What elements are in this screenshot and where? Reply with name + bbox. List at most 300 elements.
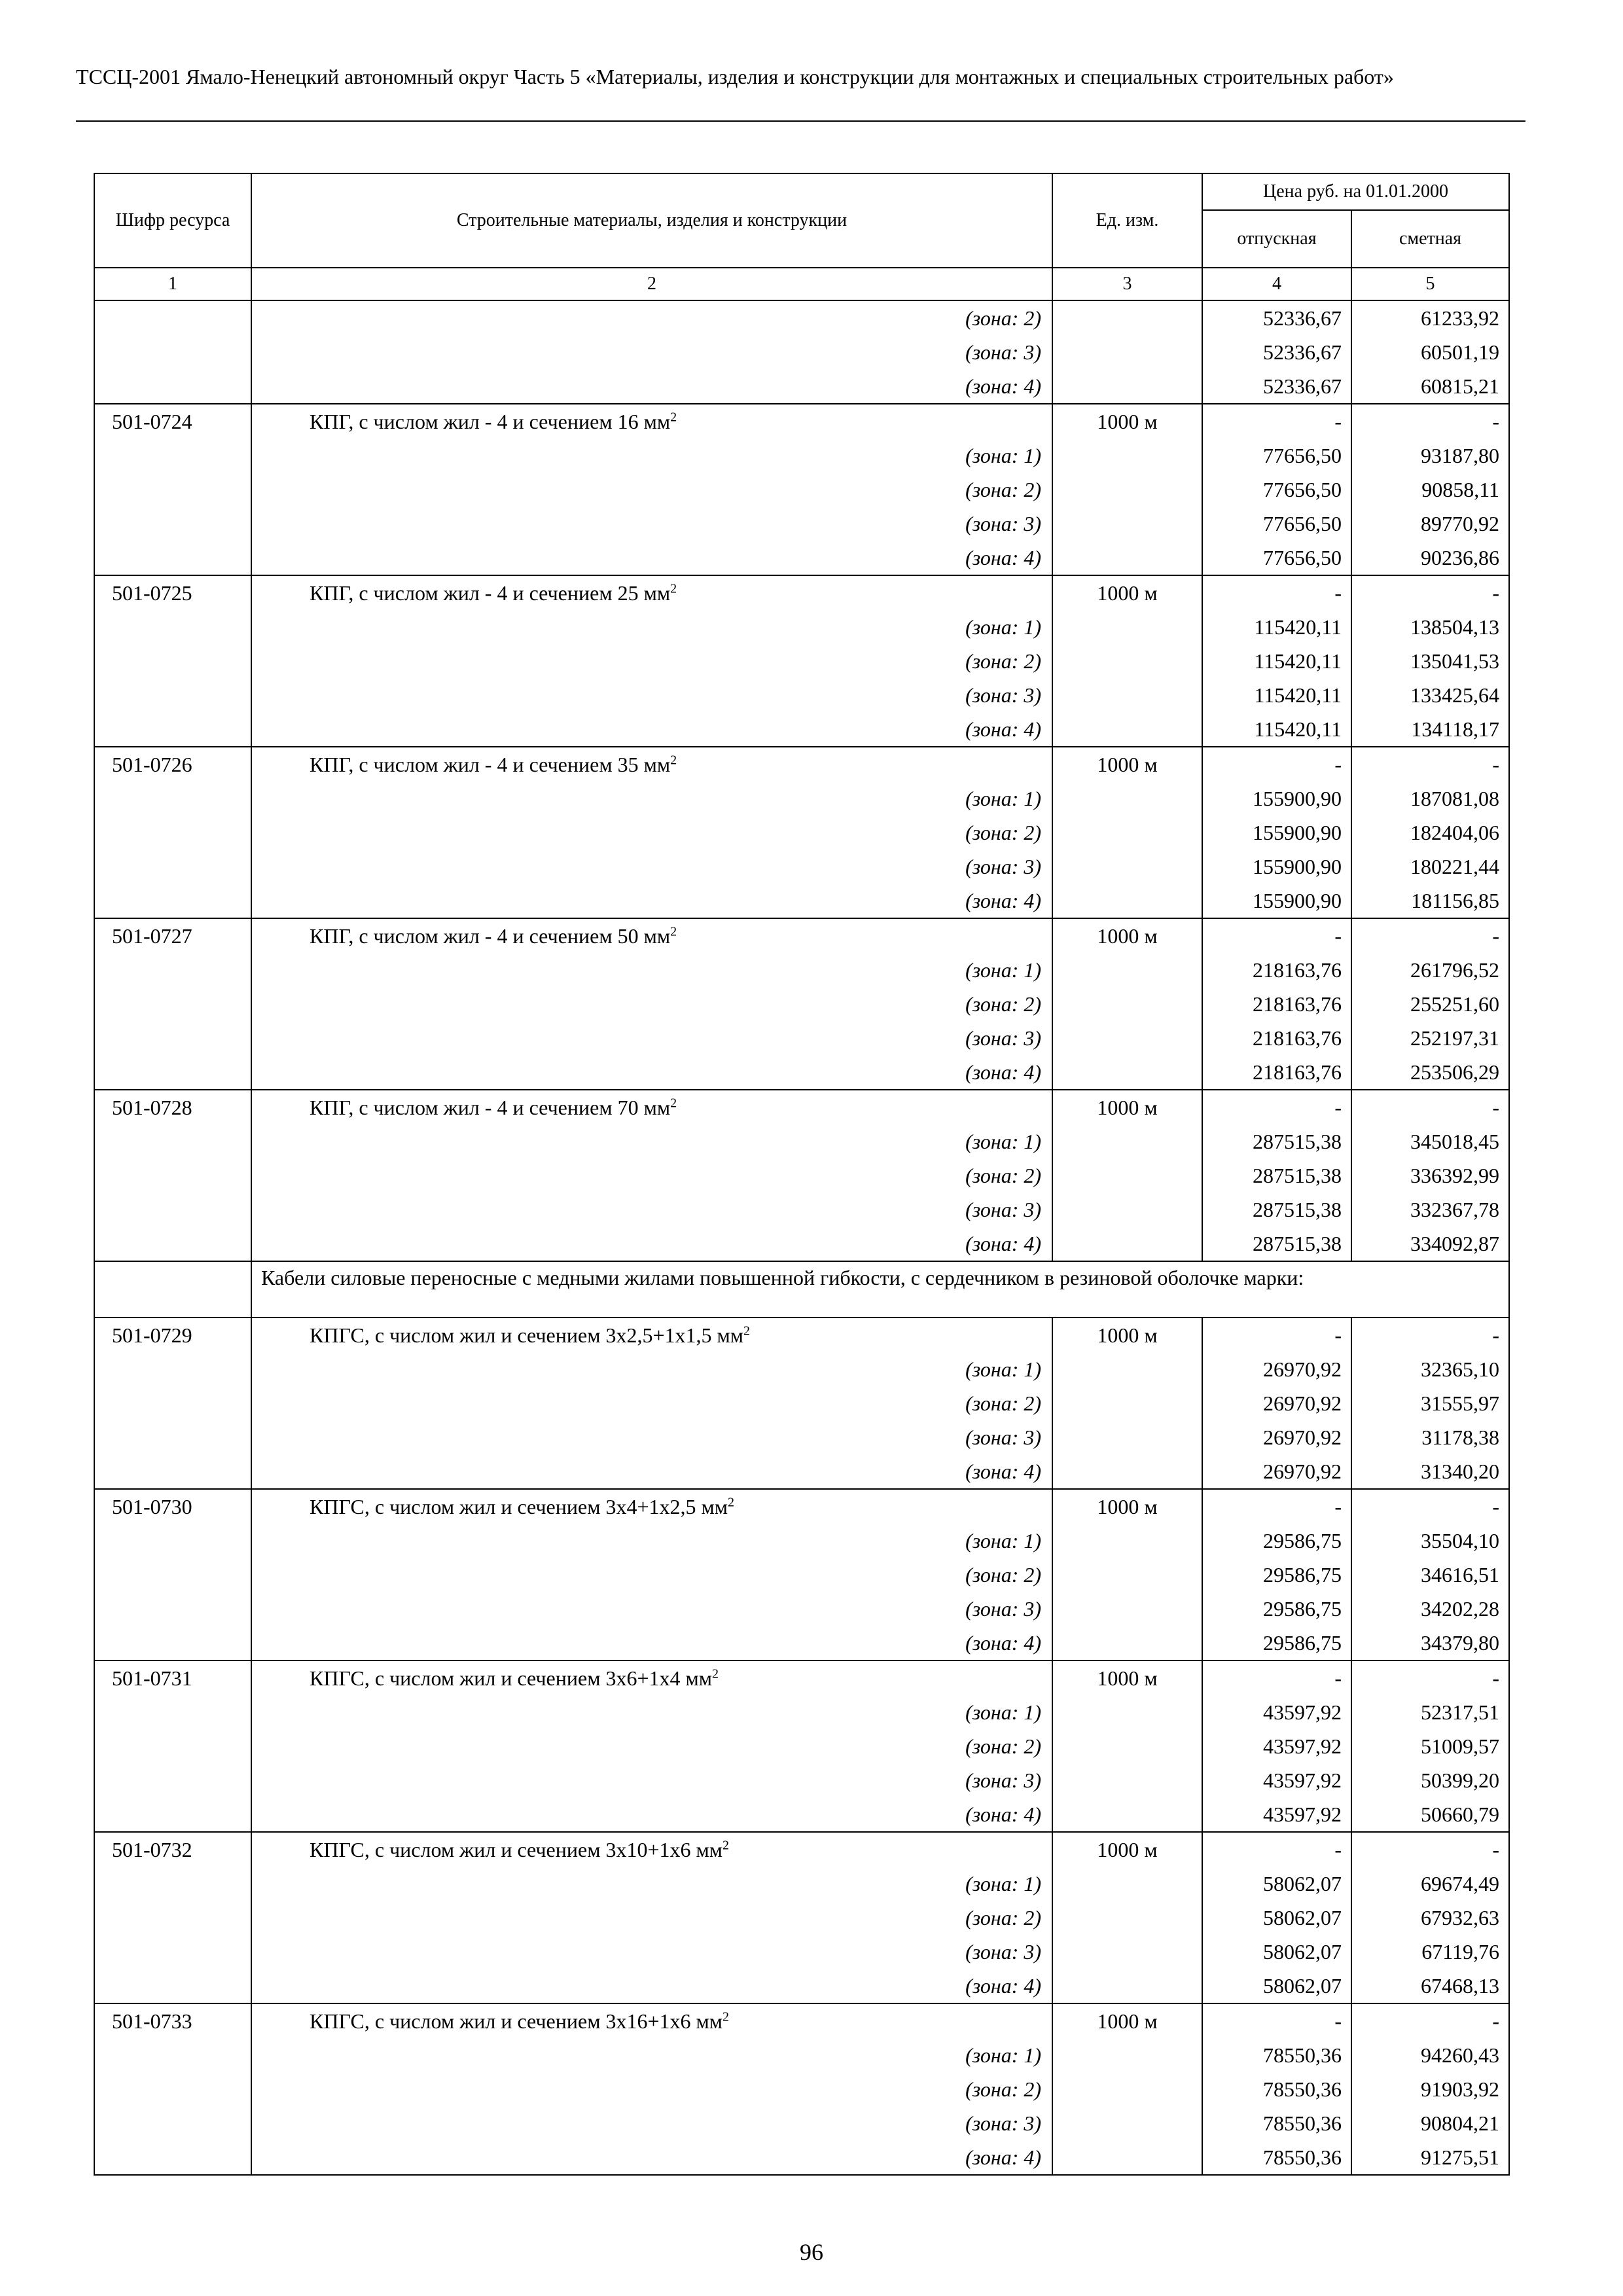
estimate-price: 31340,20 <box>1351 1454 1509 1489</box>
item-name-text: КПГС, с числом жил и сечением 3х2,5+1х1,5 мм <box>310 1323 743 1347</box>
unit-of-measure: 1000 м <box>1052 918 1202 953</box>
release-price: 29586,75 <box>1202 1558 1351 1592</box>
item-name <box>251 1318 1052 1352</box>
item-name-text: КПГС, с числом жил и сечением 3х10+1х6 мм <box>310 1838 722 1861</box>
zone-label: (зона: 2) <box>251 1386 1052 1420</box>
table-row <box>94 644 1509 678</box>
table-row <box>94 1660 1509 1695</box>
unit-cell <box>1052 439 1202 473</box>
release-price: 155900,90 <box>1202 816 1351 850</box>
code-cell <box>94 1420 251 1454</box>
zone-label: (зона: 2) <box>251 473 1052 507</box>
header-name: Строительные материалы, изделия и конструкции <box>251 173 1052 268</box>
unit-superscript: 2 <box>722 1838 729 1853</box>
table-row <box>94 1124 1509 1158</box>
item-name <box>251 404 1052 439</box>
zone-label: (зона: 1) <box>251 2038 1052 2072</box>
zone-label: (зона: 2) <box>251 816 1052 850</box>
zone-label: (зона: 3) <box>251 1763 1052 1797</box>
header-price: Цена руб. на 01.01.2000 <box>1202 173 1509 210</box>
release-price: - <box>1202 1318 1351 1352</box>
table-row <box>94 473 1509 507</box>
zone-label: (зона: 2) <box>251 2072 1052 2106</box>
unit-superscript: 2 <box>727 1495 734 1510</box>
item-name <box>251 1090 1052 1124</box>
code-cell <box>94 2140 251 2175</box>
release-price: 26970,92 <box>1202 1454 1351 1489</box>
unit-superscript: 2 <box>711 1666 719 1681</box>
zone-label: (зона: 1) <box>251 1124 1052 1158</box>
unit-cell <box>1052 2038 1202 2072</box>
release-price: 78550,36 <box>1202 2072 1351 2106</box>
estimate-price: 31178,38 <box>1351 1420 1509 1454</box>
release-price: 58062,07 <box>1202 1867 1351 1901</box>
zone-label: (зона: 4) <box>251 712 1052 747</box>
estimate-price: 90804,21 <box>1351 2106 1509 2140</box>
estimate-price: 180221,44 <box>1351 850 1509 884</box>
release-price: 155900,90 <box>1202 850 1351 884</box>
unit-cell <box>1052 678 1202 712</box>
unit-superscript: 2 <box>722 2009 729 2024</box>
release-price: 287515,38 <box>1202 1158 1351 1193</box>
release-price: 115420,11 <box>1202 712 1351 747</box>
zone-label: (зона: 3) <box>251 1935 1052 1969</box>
code-cell <box>94 1261 251 1318</box>
column-number: 4 <box>1202 268 1351 300</box>
release-price: 43597,92 <box>1202 1729 1351 1763</box>
code-cell <box>94 1158 251 1193</box>
zone-label: (зона: 3) <box>251 1592 1052 1626</box>
estimate-price: 89770,92 <box>1351 507 1509 541</box>
zone-label: (зона: 4) <box>251 369 1052 404</box>
estimate-price: 336392,99 <box>1351 1158 1509 1193</box>
release-price: 287515,38 <box>1202 1227 1351 1261</box>
release-price: 115420,11 <box>1202 678 1351 712</box>
estimate-price: - <box>1351 1489 1509 1524</box>
estimate-price: 52317,51 <box>1351 1695 1509 1729</box>
unit-cell <box>1052 1524 1202 1558</box>
estimate-price: 332367,78 <box>1351 1193 1509 1227</box>
estimate-price: - <box>1351 1318 1509 1352</box>
unit-cell <box>1052 1021 1202 1055</box>
zone-label: (зона: 4) <box>251 1454 1052 1489</box>
unit-cell <box>1052 1626 1202 1660</box>
resource-code: 501-0733 <box>94 2003 251 2038</box>
estimate-price: 61233,92 <box>1351 300 1509 335</box>
resource-code: 501-0727 <box>94 918 251 953</box>
table-row <box>94 541 1509 575</box>
release-price: - <box>1202 1832 1351 1867</box>
release-price: 52336,67 <box>1202 335 1351 369</box>
unit-cell <box>1052 644 1202 678</box>
zone-label: (зона: 2) <box>251 1558 1052 1592</box>
unit-cell <box>1052 1901 1202 1935</box>
table-row <box>94 1524 1509 1558</box>
code-cell <box>94 439 251 473</box>
unit-of-measure: 1000 м <box>1052 2003 1202 2038</box>
unit-of-measure: 1000 м <box>1052 747 1202 781</box>
group-heading: Кабели силовые переносные с медными жилами повышенной гибкости, с сердечником в резиновой оболочке марки: <box>251 1261 1509 1318</box>
estimate-price: 51009,57 <box>1351 1729 1509 1763</box>
unit-cell <box>1052 1935 1202 1969</box>
header-code: Шифр ресурса <box>94 173 251 268</box>
release-price: 43597,92 <box>1202 1797 1351 1832</box>
item-name <box>251 2003 1052 2038</box>
item-name <box>251 1832 1052 1867</box>
unit-cell <box>1052 473 1202 507</box>
table-row <box>94 2003 1509 2038</box>
code-cell <box>94 2072 251 2106</box>
code-cell <box>94 2106 251 2140</box>
unit-of-measure: 1000 м <box>1052 1090 1202 1124</box>
table-row <box>94 850 1509 884</box>
estimate-price: 345018,45 <box>1351 1124 1509 1158</box>
estimate-price: 93187,80 <box>1351 439 1509 473</box>
zone-label: (зона: 2) <box>251 1729 1052 1763</box>
item-name-text: КПГ, с числом жил - 4 и сечением 16 мм <box>310 410 671 433</box>
release-price: 43597,92 <box>1202 1695 1351 1729</box>
table-row <box>94 1626 1509 1660</box>
release-price: 58062,07 <box>1202 1969 1351 2003</box>
release-price: 58062,07 <box>1202 1935 1351 1969</box>
zone-label: (зона: 1) <box>251 1352 1052 1386</box>
table-row <box>94 1797 1509 1832</box>
table-row <box>94 918 1509 953</box>
unit-cell <box>1052 610 1202 644</box>
zone-label: (зона: 2) <box>251 1158 1052 1193</box>
page-header: ТССЦ-2001 Ямало-Ненецкий автономный округ Часть 5 «Материалы, изделия и конструкции для монтажных и специальных строительных работ» <box>76 65 1394 88</box>
estimate-price: 90236,86 <box>1351 541 1509 575</box>
release-price: 77656,50 <box>1202 473 1351 507</box>
release-price: 26970,92 <box>1202 1386 1351 1420</box>
estimate-price: - <box>1351 918 1509 953</box>
estimate-price: 182404,06 <box>1351 816 1509 850</box>
item-name <box>251 918 1052 953</box>
item-name-text: КПГ, с числом жил - 4 и сечением 50 мм <box>310 924 671 948</box>
release-price: 26970,92 <box>1202 1420 1351 1454</box>
table-row <box>94 1193 1509 1227</box>
zone-label: (зона: 4) <box>251 1969 1052 2003</box>
zone-label: (зона: 3) <box>251 1420 1052 1454</box>
code-cell <box>94 1352 251 1386</box>
zone-label: (зона: 4) <box>251 1626 1052 1660</box>
release-price: 77656,50 <box>1202 439 1351 473</box>
table-row <box>94 1901 1509 1935</box>
release-price: 218163,76 <box>1202 953 1351 987</box>
code-cell <box>94 1867 251 1901</box>
estimate-price: 135041,53 <box>1351 644 1509 678</box>
table-row <box>94 678 1509 712</box>
item-name-text: КПГ, с числом жил - 4 и сечением 35 мм <box>310 753 671 776</box>
estimate-price: 35504,10 <box>1351 1524 1509 1558</box>
code-cell <box>94 1386 251 1420</box>
code-cell <box>94 1901 251 1935</box>
table-body <box>94 300 1509 2175</box>
release-price: 218163,76 <box>1202 1055 1351 1090</box>
release-price: 26970,92 <box>1202 1352 1351 1386</box>
code-cell <box>94 1227 251 1261</box>
item-name-text: КПГС, с числом жил и сечением 3х16+1х6 мм <box>310 2009 722 2033</box>
unit-cell <box>1052 2072 1202 2106</box>
code-cell <box>94 1021 251 1055</box>
zone-label: (зона: 1) <box>251 953 1052 987</box>
unit-cell <box>1052 781 1202 816</box>
unit-cell <box>1052 335 1202 369</box>
unit-cell <box>1052 1352 1202 1386</box>
code-cell <box>94 1454 251 1489</box>
unit-cell <box>1052 507 1202 541</box>
zone-label: (зона: 3) <box>251 850 1052 884</box>
estimate-price: 134118,17 <box>1351 712 1509 747</box>
table-row <box>94 2072 1509 2106</box>
unit-cell <box>1052 1055 1202 1090</box>
column-number: 2 <box>251 268 1052 300</box>
estimate-price: 34202,28 <box>1351 1592 1509 1626</box>
release-price: 155900,90 <box>1202 884 1351 918</box>
zone-label: (зона: 3) <box>251 678 1052 712</box>
code-cell <box>94 1763 251 1797</box>
table-row <box>94 953 1509 987</box>
zone-label: (зона: 4) <box>251 2140 1052 2175</box>
item-name <box>251 1489 1052 1524</box>
code-cell <box>94 1969 251 2003</box>
estimate-price: 32365,10 <box>1351 1352 1509 1386</box>
estimate-price: - <box>1351 575 1509 610</box>
release-price: 78550,36 <box>1202 2038 1351 2072</box>
table-row <box>94 1935 1509 1969</box>
code-cell <box>94 335 251 369</box>
release-price: 29586,75 <box>1202 1524 1351 1558</box>
table-row <box>94 1729 1509 1763</box>
resource-code: 501-0729 <box>94 1318 251 1352</box>
table-row <box>94 335 1509 369</box>
release-price: 115420,11 <box>1202 610 1351 644</box>
table-row <box>94 1261 1509 1318</box>
table-row <box>94 1969 1509 2003</box>
release-price: 77656,50 <box>1202 507 1351 541</box>
release-price: 29586,75 <box>1202 1592 1351 1626</box>
table-row <box>94 439 1509 473</box>
unit-cell <box>1052 987 1202 1021</box>
estimate-price: 67468,13 <box>1351 1969 1509 2003</box>
release-price: - <box>1202 2003 1351 2038</box>
zone-label: (зона: 1) <box>251 1867 1052 1901</box>
code-cell <box>94 369 251 404</box>
release-price: - <box>1202 747 1351 781</box>
table-row <box>94 369 1509 404</box>
column-number: 3 <box>1052 268 1202 300</box>
estimate-price: 261796,52 <box>1351 953 1509 987</box>
zone-label: (зона: 2) <box>251 1901 1052 1935</box>
code-cell <box>94 987 251 1021</box>
estimate-price: - <box>1351 747 1509 781</box>
table-row <box>94 610 1509 644</box>
estimate-price: 60815,21 <box>1351 369 1509 404</box>
release-price: - <box>1202 918 1351 953</box>
unit-cell <box>1052 300 1202 335</box>
table-row <box>94 1318 1509 1352</box>
resource-code: 501-0724 <box>94 404 251 439</box>
estimate-price: 91275,51 <box>1351 2140 1509 2175</box>
header-release: отпускная <box>1202 210 1351 268</box>
price-table <box>94 173 1510 2176</box>
estimate-price: 90858,11 <box>1351 473 1509 507</box>
zone-label: (зона: 3) <box>251 2106 1052 2140</box>
estimate-price: 34616,51 <box>1351 1558 1509 1592</box>
unit-cell <box>1052 1386 1202 1420</box>
release-price: 155900,90 <box>1202 781 1351 816</box>
estimate-price: 31555,97 <box>1351 1386 1509 1420</box>
table-row <box>94 1867 1509 1901</box>
zone-label: (зона: 1) <box>251 1524 1052 1558</box>
unit-superscript: 2 <box>670 581 677 596</box>
code-cell <box>94 781 251 816</box>
release-price: 29586,75 <box>1202 1626 1351 1660</box>
table-row <box>94 2140 1509 2175</box>
item-name <box>251 747 1052 781</box>
estimate-price: - <box>1351 2003 1509 2038</box>
estimate-price: - <box>1351 1090 1509 1124</box>
table-row <box>94 781 1509 816</box>
code-cell <box>94 507 251 541</box>
release-price: 78550,36 <box>1202 2106 1351 2140</box>
table-row <box>94 1386 1509 1420</box>
code-cell <box>94 850 251 884</box>
release-price: 43597,92 <box>1202 1763 1351 1797</box>
release-price: 52336,67 <box>1202 369 1351 404</box>
column-number: 5 <box>1351 268 1509 300</box>
table-row <box>94 1158 1509 1193</box>
estimate-price: 67932,63 <box>1351 1901 1509 1935</box>
header-rule <box>76 120 1525 122</box>
table-row <box>94 1021 1509 1055</box>
release-price: 287515,38 <box>1202 1124 1351 1158</box>
zone-label: (зона: 1) <box>251 439 1052 473</box>
table-row <box>94 816 1509 850</box>
zone-label: (зона: 3) <box>251 1021 1052 1055</box>
estimate-price: - <box>1351 1832 1509 1867</box>
table-row <box>94 1695 1509 1729</box>
unit-superscript: 2 <box>670 410 677 425</box>
code-cell <box>94 1124 251 1158</box>
table-row <box>94 1227 1509 1261</box>
estimate-price: 253506,29 <box>1351 1055 1509 1090</box>
zone-label: (зона: 4) <box>251 541 1052 575</box>
unit-cell <box>1052 712 1202 747</box>
column-number: 1 <box>94 268 251 300</box>
unit-superscript: 2 <box>670 1096 677 1111</box>
estimate-price: 181156,85 <box>1351 884 1509 918</box>
code-cell <box>94 953 251 987</box>
table-row <box>94 1090 1509 1124</box>
table-row <box>94 1352 1509 1386</box>
code-cell <box>94 712 251 747</box>
unit-cell <box>1052 1763 1202 1797</box>
unit-of-measure: 1000 м <box>1052 404 1202 439</box>
resource-code: 501-0732 <box>94 1832 251 1867</box>
estimate-price: 252197,31 <box>1351 1021 1509 1055</box>
unit-superscript: 2 <box>743 1323 750 1338</box>
unit-cell <box>1052 1193 1202 1227</box>
unit-cell <box>1052 1867 1202 1901</box>
item-name-text: КПГ, с числом жил - 4 и сечением 70 мм <box>310 1096 671 1119</box>
unit-cell <box>1052 369 1202 404</box>
unit-cell <box>1052 1729 1202 1763</box>
item-name-text: КПГ, с числом жил - 4 и сечением 25 мм <box>310 581 671 605</box>
code-cell <box>94 1729 251 1763</box>
unit-of-measure: 1000 м <box>1052 1832 1202 1867</box>
zone-label: (зона: 3) <box>251 335 1052 369</box>
code-cell <box>94 678 251 712</box>
estimate-price: 334092,87 <box>1351 1227 1509 1261</box>
resource-code: 501-0728 <box>94 1090 251 1124</box>
unit-cell <box>1052 1592 1202 1626</box>
code-cell <box>94 1695 251 1729</box>
release-price: 52336,67 <box>1202 300 1351 335</box>
estimate-price: 50660,79 <box>1351 1797 1509 1832</box>
code-cell <box>94 1935 251 1969</box>
unit-cell <box>1052 1227 1202 1261</box>
resource-code: 501-0731 <box>94 1660 251 1695</box>
item-name <box>251 1660 1052 1695</box>
release-price: - <box>1202 1660 1351 1695</box>
estimate-price: 34379,80 <box>1351 1626 1509 1660</box>
unit-cell <box>1052 1797 1202 1832</box>
item-name <box>251 575 1052 610</box>
zone-label: (зона: 3) <box>251 1193 1052 1227</box>
zone-label: (зона: 1) <box>251 781 1052 816</box>
table-row <box>94 712 1509 747</box>
code-cell <box>94 2038 251 2072</box>
table-row <box>94 1454 1509 1489</box>
release-price: 58062,07 <box>1202 1901 1351 1935</box>
estimate-price: 255251,60 <box>1351 987 1509 1021</box>
code-cell <box>94 1055 251 1090</box>
zone-label: (зона: 1) <box>251 1695 1052 1729</box>
table-row <box>94 404 1509 439</box>
unit-cell <box>1052 1124 1202 1158</box>
code-cell <box>94 1797 251 1832</box>
estimate-price: 133425,64 <box>1351 678 1509 712</box>
estimate-price: - <box>1351 404 1509 439</box>
release-price: 218163,76 <box>1202 987 1351 1021</box>
release-price: 77656,50 <box>1202 541 1351 575</box>
estimate-price: 91903,92 <box>1351 2072 1509 2106</box>
zone-label: (зона: 1) <box>251 610 1052 644</box>
table-row <box>94 884 1509 918</box>
unit-cell <box>1052 816 1202 850</box>
code-cell <box>94 816 251 850</box>
unit-cell <box>1052 2106 1202 2140</box>
zone-label: (зона: 2) <box>251 300 1052 335</box>
code-cell <box>94 1524 251 1558</box>
release-price: 287515,38 <box>1202 1193 1351 1227</box>
item-name-text: КПГС, с числом жил и сечением 3х4+1х2,5 мм <box>310 1495 728 1518</box>
estimate-price: 69674,49 <box>1351 1867 1509 1901</box>
unit-cell <box>1052 1695 1202 1729</box>
table-row <box>94 987 1509 1021</box>
estimate-price: 67119,76 <box>1351 1935 1509 1969</box>
code-cell <box>94 644 251 678</box>
header-estimate: сметная <box>1351 210 1509 268</box>
unit-cell <box>1052 1558 1202 1592</box>
unit-of-measure: 1000 м <box>1052 575 1202 610</box>
release-price: - <box>1202 575 1351 610</box>
unit-cell <box>1052 1420 1202 1454</box>
unit-superscript: 2 <box>670 924 677 939</box>
unit-of-measure: 1000 м <box>1052 1660 1202 1695</box>
code-cell <box>94 473 251 507</box>
